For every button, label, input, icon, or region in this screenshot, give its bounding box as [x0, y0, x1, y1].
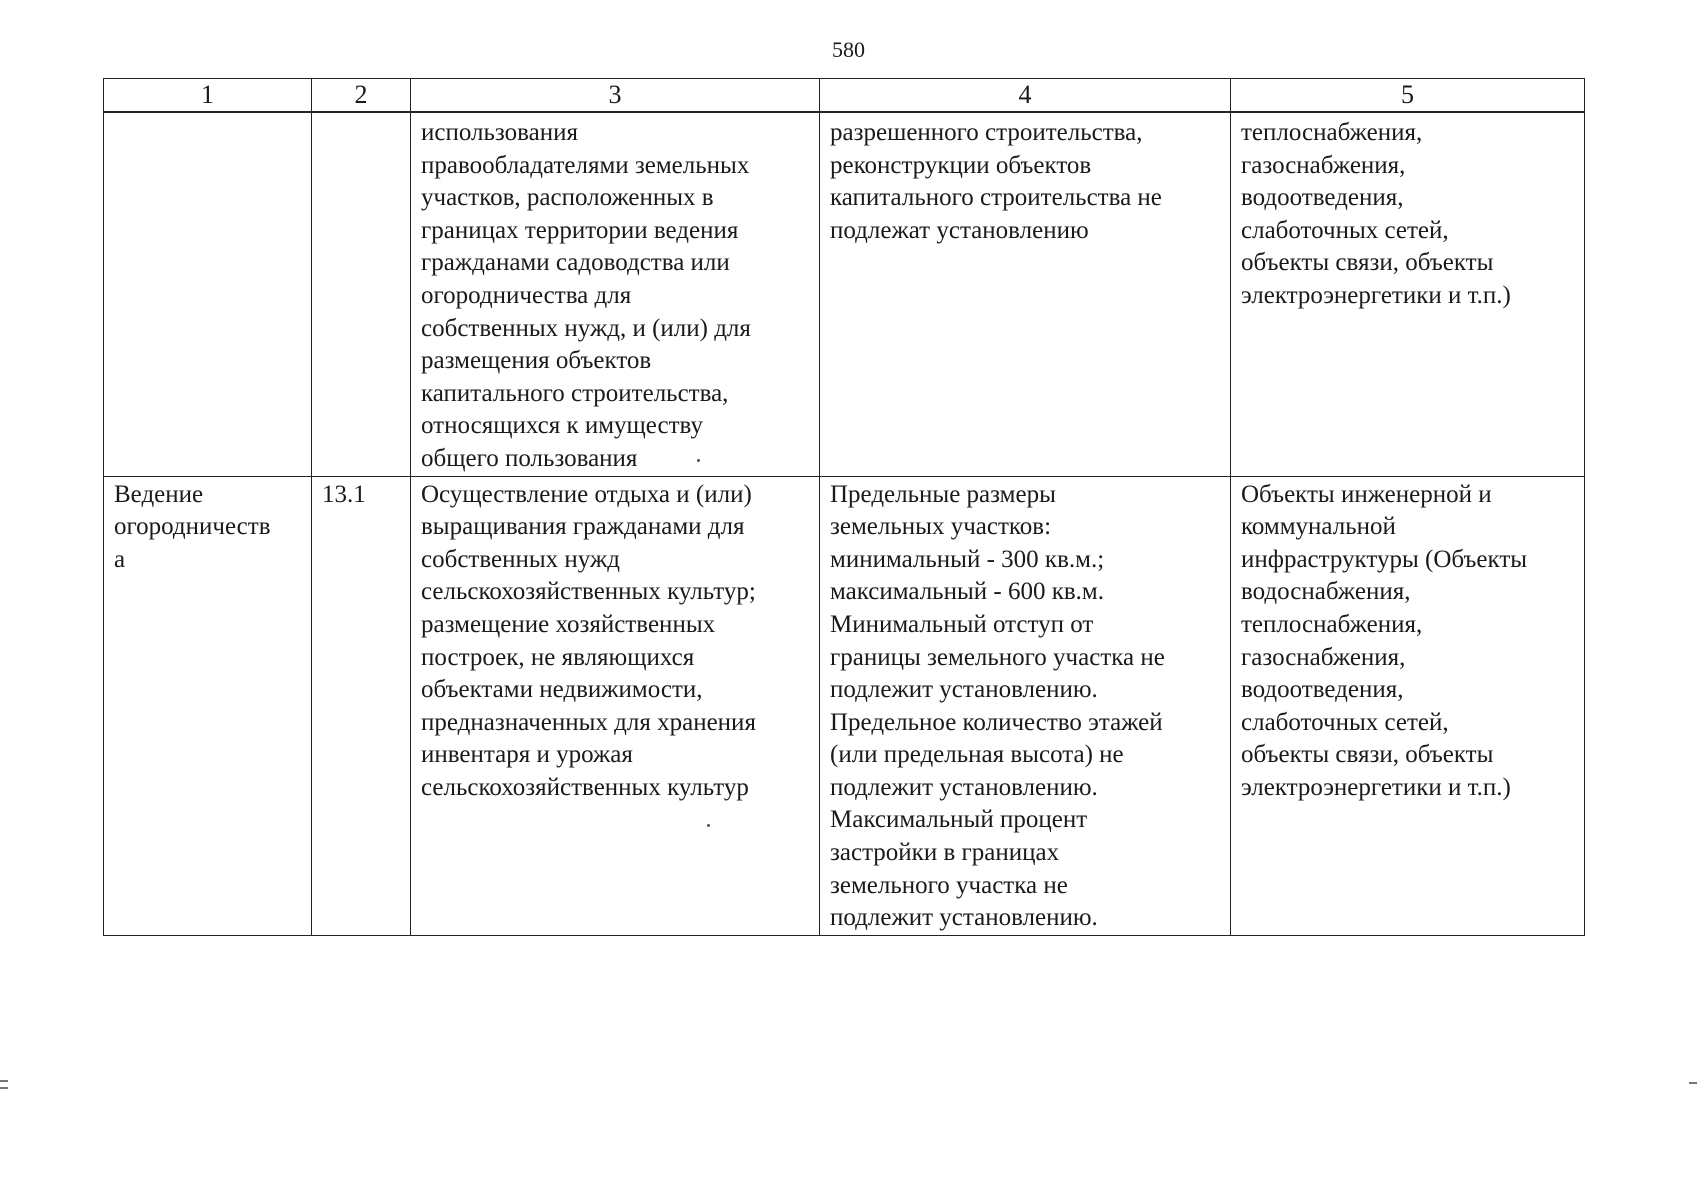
cell-land-use-name: Ведение огородничеств а: [104, 476, 312, 935]
cell-description: Осуществление отдыха и (или) выращивания гражданами для собственных нужд сельскохозяйственных культур; размещение хозяйственных построек, не являющихся объектами недвижимости, предназначенных для хранения инвентаря и урожая сельскохозяйственных культур: [411, 476, 820, 935]
scan-edge-mark: [1689, 1082, 1697, 1084]
cell-limits: Предельные размеры земельных участков: минимальный - 300 кв.м.; максимальный - 600 кв.м. Минимальный отступ от границы земельного участка не подлежит установлению. Предельное количество этажей (или предельная высота) не подлежит установлению. Максимальный процент застройки в границах земельного участка не подлежит установлению.: [820, 476, 1231, 935]
scan-speck: [707, 824, 710, 827]
column-header-1: 1: [104, 79, 312, 113]
column-header-3: 3: [411, 79, 820, 113]
table-header-row: [104, 79, 1585, 113]
document-table: [103, 78, 1585, 936]
page-number: 580: [832, 37, 865, 62]
cell-code: 13.1: [312, 476, 411, 935]
table-row: [104, 476, 1585, 935]
cell-description: использования правообладателями земельных участков, расположенных в границах территории ведения гражданами садоводства или огородничества для собственных нужд, и (или) для размещения объектов капитального строительства, относящихся к имуществу общего пользования: [411, 112, 820, 476]
cell-auxiliary-objects: теплоснабжения, газоснабжения, водоотведения, слаботочных сетей, объекты связи, объекты электроэнергетики и т.п.): [1231, 112, 1585, 476]
column-header-4: 4: [820, 79, 1231, 113]
column-header-5: 5: [1231, 79, 1585, 113]
scan-speck: [697, 459, 700, 462]
cell-limits: разрешенного строительства, реконструкции объектов капитального строительства не подлежат установлению: [820, 112, 1231, 476]
table-row: [104, 112, 1585, 476]
column-header-2: 2: [312, 79, 411, 113]
cell-land-use-name: [104, 112, 312, 476]
cell-auxiliary-objects: Объекты инженерной и коммунальной инфраструктуры (Объекты водоснабжения, теплоснабжения, газоснабжения, водоотведения, слаботочных сетей, объекты связи, объекты электроэнергетики и т.п.): [1231, 476, 1585, 935]
scan-edge-mark: [0, 1087, 8, 1089]
scan-edge-mark: [0, 1080, 8, 1082]
cell-code: [312, 112, 411, 476]
